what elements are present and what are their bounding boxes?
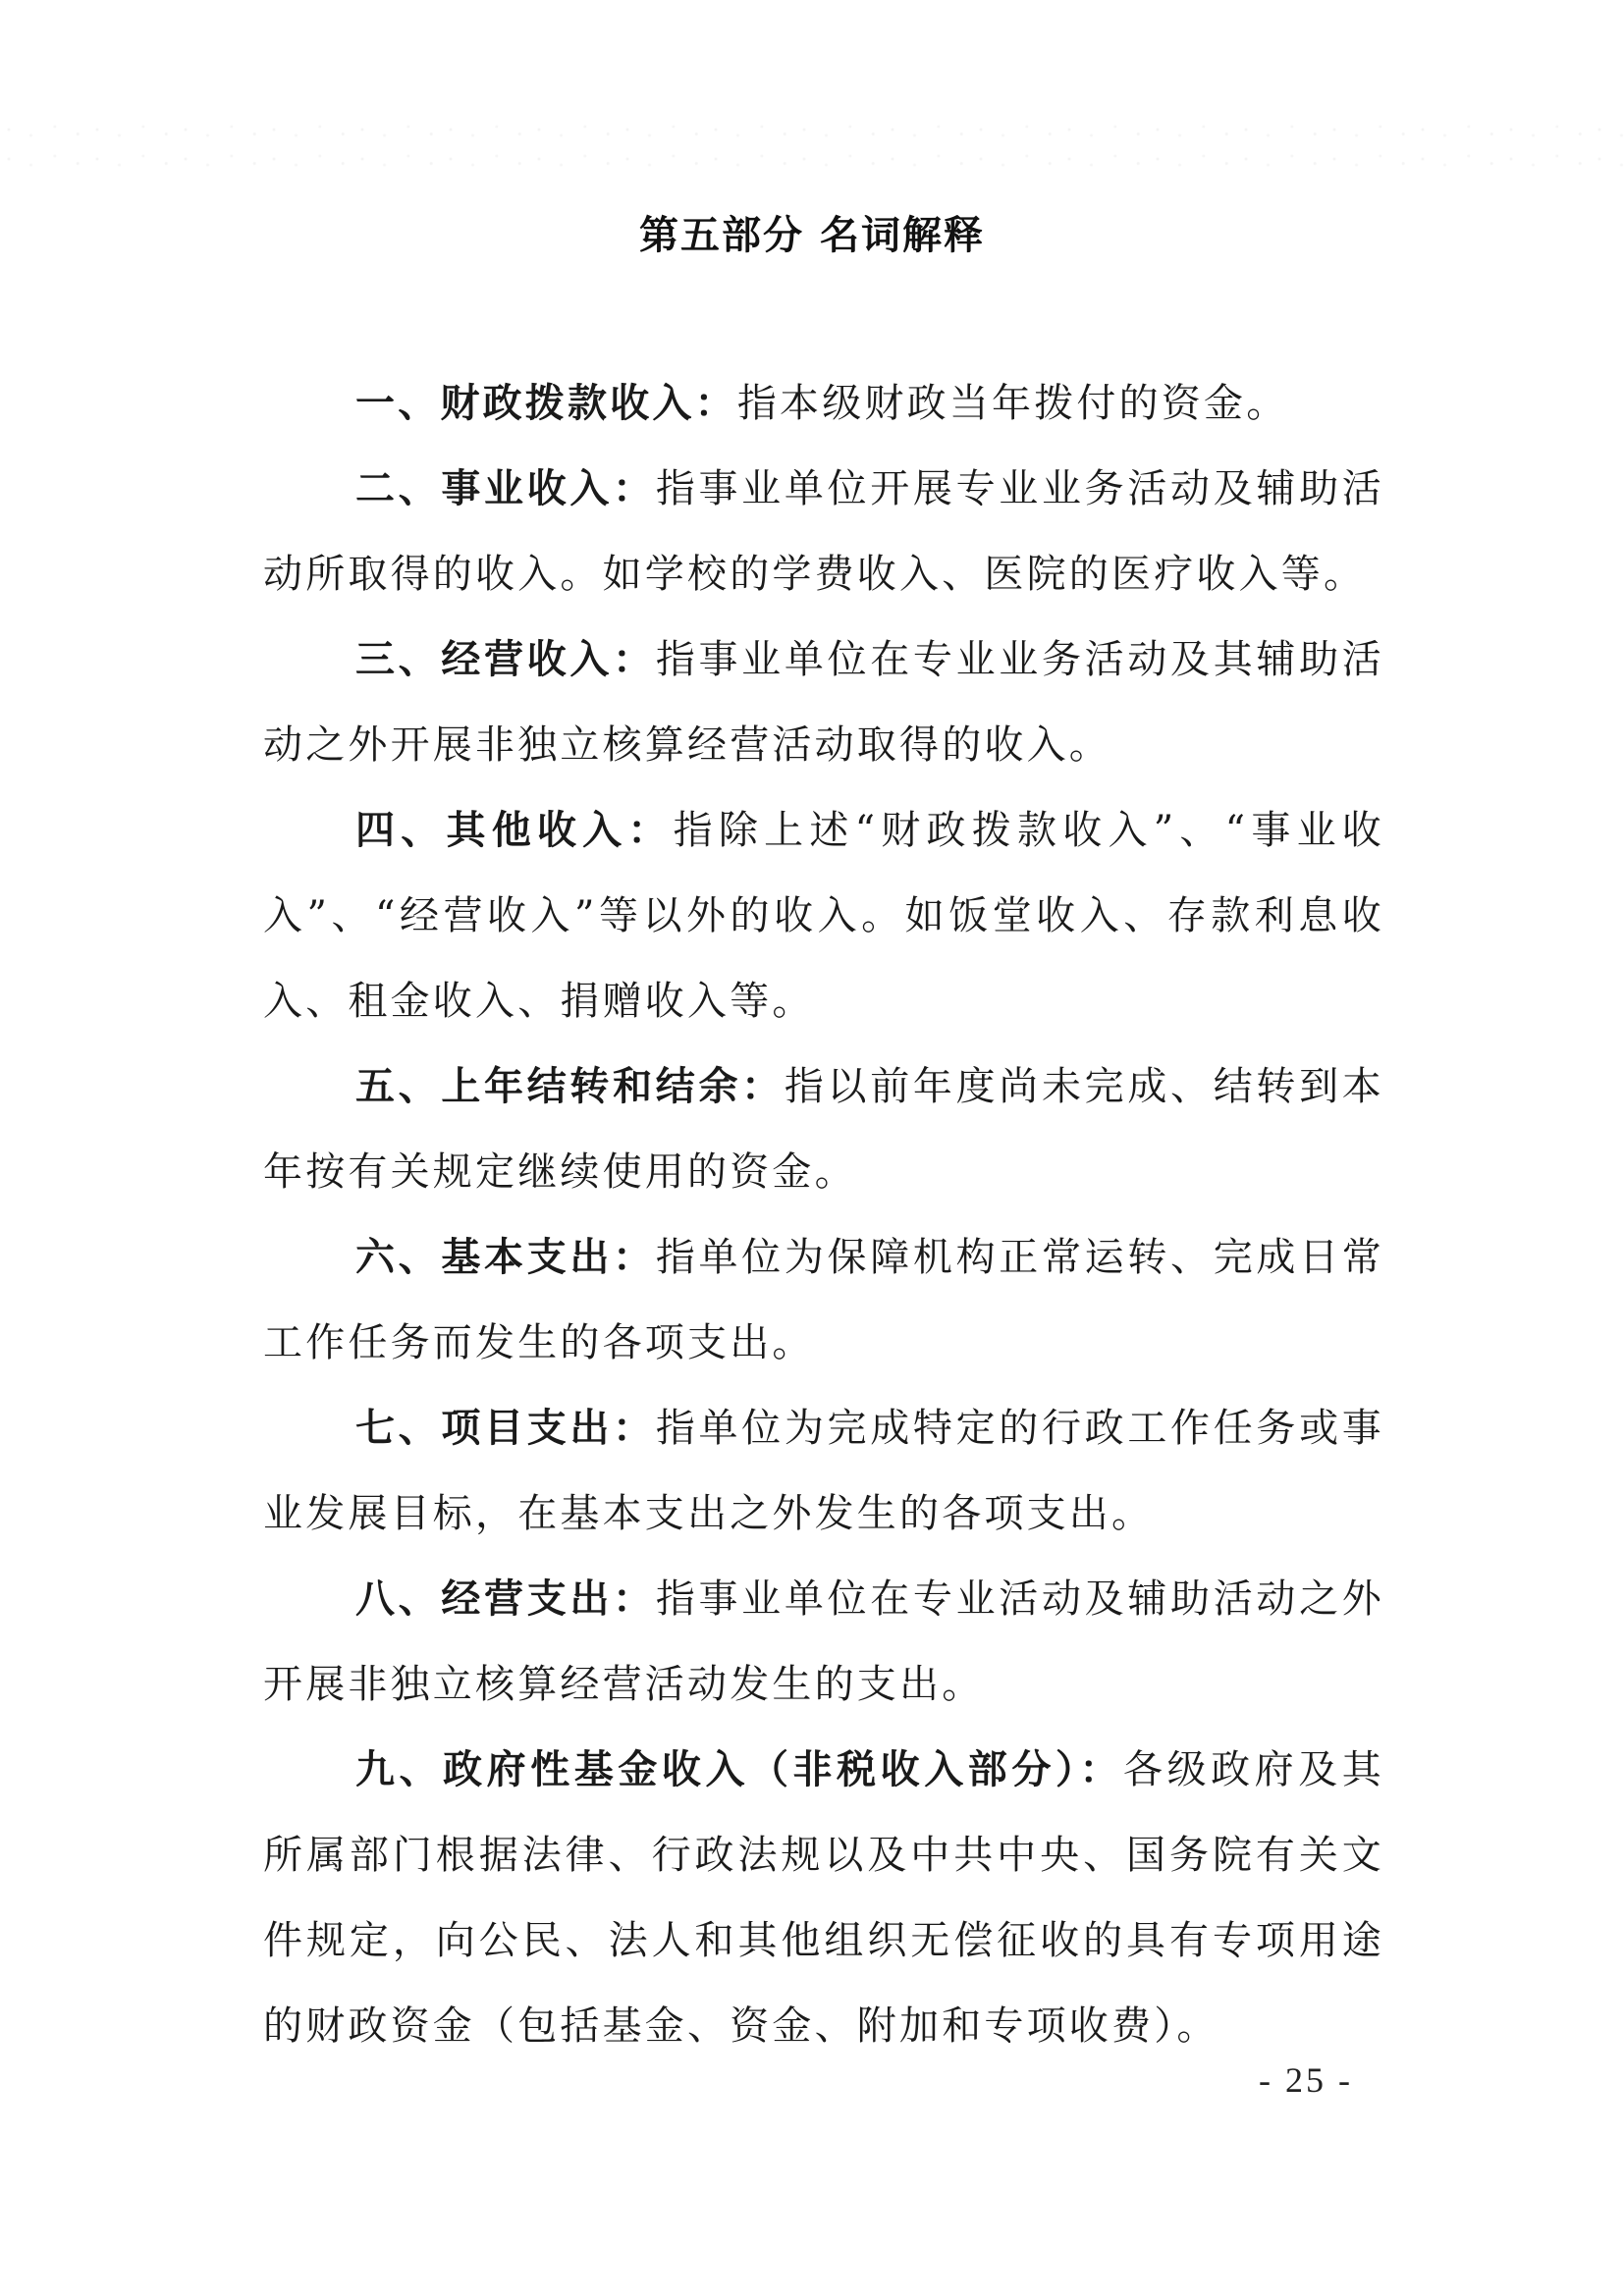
glossary-term: 四、其他收入： xyxy=(355,808,674,853)
glossary-definition: 指事业单位在专业业务活动及其辅助活动之外开展非独立核算经营活动取得的收入。 xyxy=(263,637,1384,768)
glossary-item xyxy=(263,617,1384,788)
glossary-definition: 指单位为保障机构正常运转、完成日常工作任务而发生的各项支出。 xyxy=(263,1235,1384,1365)
glossary-term: 五、上年结转和结余： xyxy=(355,1064,785,1109)
glossary-term: 六、基本支出： xyxy=(355,1235,656,1280)
page-number: - 25 - xyxy=(1259,2060,1353,2100)
glossary-item xyxy=(263,1215,1384,1386)
glossary-item xyxy=(263,1728,1384,2069)
glossary-term: 三、经营收入： xyxy=(355,637,656,682)
scan-noise xyxy=(0,118,1624,177)
glossary-definition: 各级政府及其所属部门根据法律、行政法规以及中共中央、国务院有关文件规定，向公民、法人和其他组织无偿征收的具有专项用途的财政资金（包括基金、资金、附加和专项收费）。 xyxy=(263,1747,1384,2049)
glossary-definition: 指事业单位在专业活动及辅助活动之外开展非独立核算经营活动发生的支出。 xyxy=(263,1576,1384,1707)
glossary-item xyxy=(263,1044,1384,1215)
glossary-term: 一、财政拨款收入： xyxy=(355,381,737,426)
glossary-definition: 指本级财政当年拨付的资金。 xyxy=(736,381,1289,426)
glossary-definition: 指单位为完成特定的行政工作任务或事业发展目标，在基本支出之外发生的各项支出。 xyxy=(263,1406,1384,1536)
glossary-term: 二、事业收入： xyxy=(355,466,656,511)
glossary-item xyxy=(263,361,1384,447)
glossary-term: 九、政府性基金收入（非税收入部分）： xyxy=(355,1747,1124,1792)
glossary-item xyxy=(263,1386,1384,1557)
glossary-body xyxy=(263,361,1384,2069)
glossary-definition: 指事业单位开展专业业务活动及辅助活动所取得的收入。如学校的学费收入、医院的医疗收入等。 xyxy=(263,466,1384,597)
glossary-item xyxy=(263,447,1384,617)
section-title: 第五部分 名词解释 xyxy=(639,213,985,258)
glossary-item xyxy=(263,788,1384,1044)
glossary-definition: 指除上述“财政拨款收入”、“事业收入”、“经营收入”等以外的收入。如饭堂收入、存款利息收入、租金收入、捐赠收入等。 xyxy=(263,808,1385,1024)
glossary-term: 七、项目支出： xyxy=(355,1406,656,1451)
glossary-item xyxy=(263,1557,1384,1728)
glossary-term: 八、经营支出： xyxy=(355,1576,656,1622)
glossary-definition: 指以前年度尚未完成、结转到本年按有关规定继续使用的资金。 xyxy=(263,1064,1384,1195)
